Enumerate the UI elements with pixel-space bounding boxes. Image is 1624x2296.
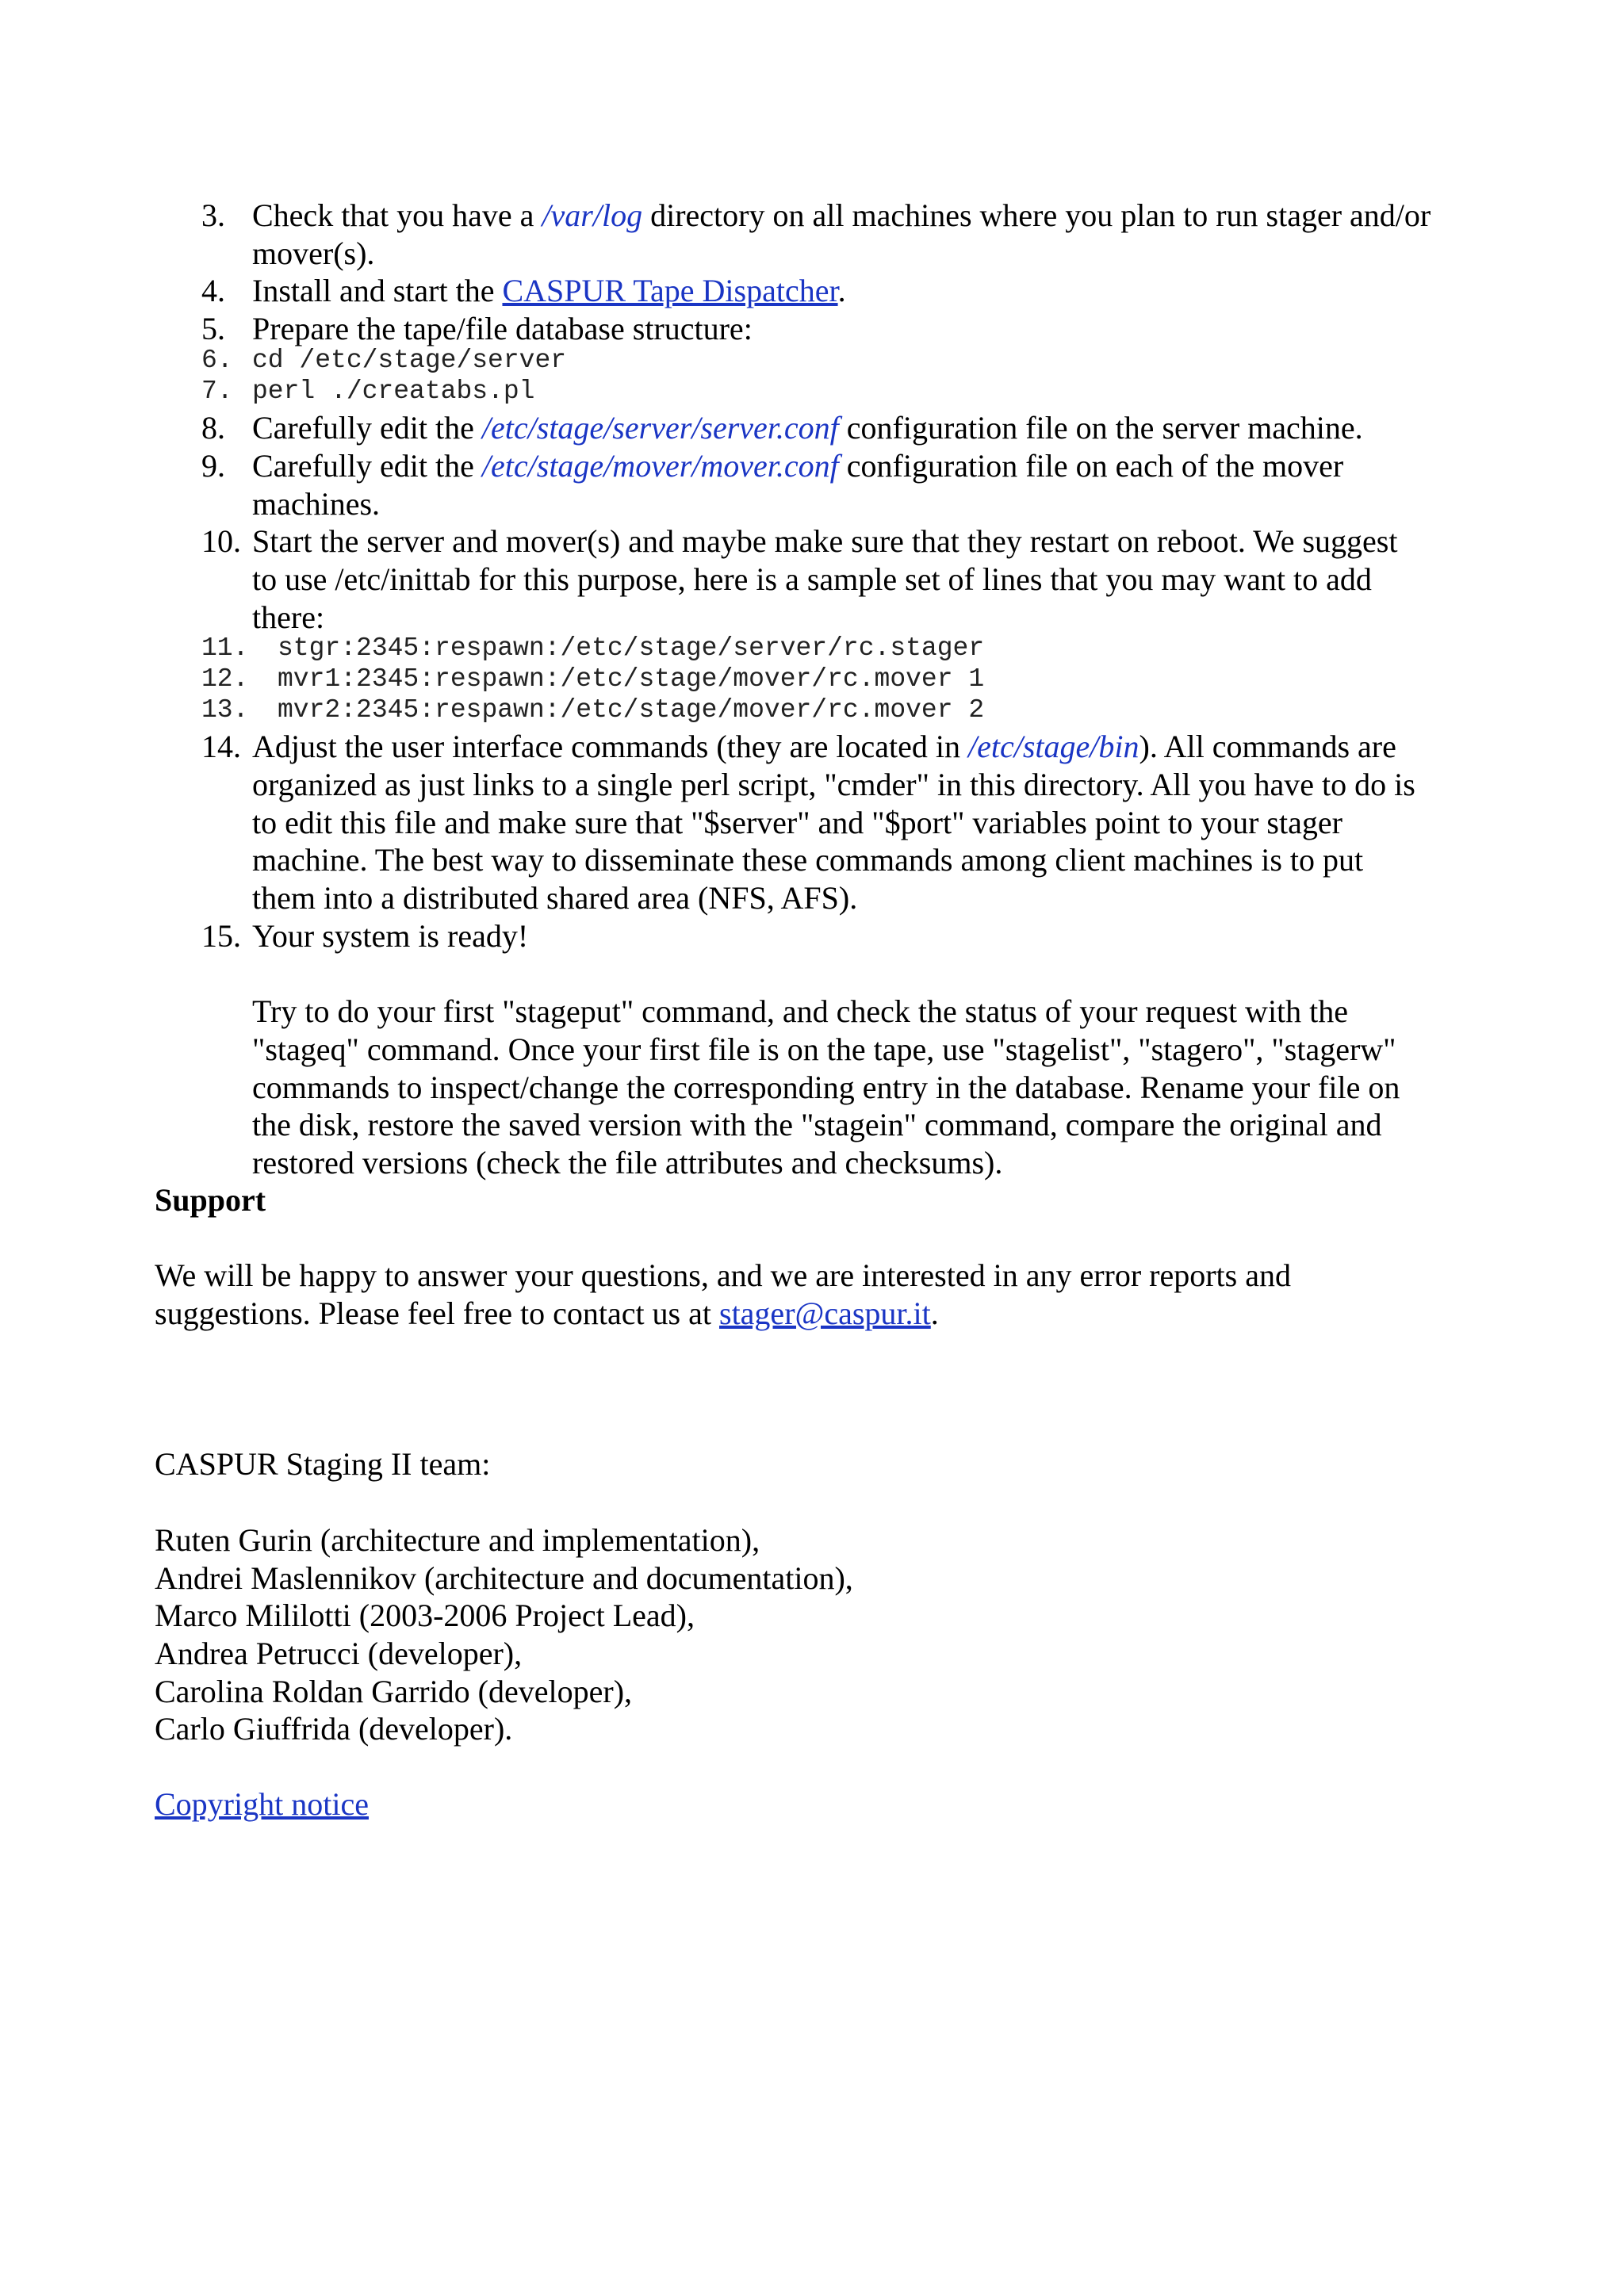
list-item-text: commands to inspect/change the corresponding entry in the database. Rename your file on (252, 1070, 1400, 1105)
text-span: . (930, 1295, 939, 1331)
list-number: 7. (201, 377, 233, 406)
path-var-log: /var/log (542, 197, 643, 233)
list-item-text: mover(s). (252, 235, 375, 271)
list-number: 14. (201, 729, 241, 764)
text-span: . (837, 273, 846, 308)
code-text: mvr1:2345:respawn:/etc/stage/mover/rc.mover 1 (278, 664, 985, 694)
list-item-text: machines. (252, 486, 381, 522)
text-span: directory on all machines where you plan to run stager and/or (642, 197, 1431, 233)
text-span: Carefully edit the (252, 448, 482, 484)
list-item-text: there: (252, 599, 325, 635)
list-item-text: Try to do your first "stageput" command, and check the status of your request with the (252, 993, 1349, 1029)
team-member: Marco Mililotti (2003-2006 Project Lead), (155, 1598, 695, 1633)
list-item-text: organized as just links to a single perl script, "cmder" in this directory. All you have to do is (252, 767, 1415, 802)
support-paragraph-line: We will be happy to answer your questions, and we are interested in any error reports and (155, 1257, 1291, 1293)
text-span: Carefully edit the (252, 410, 482, 446)
list-number: 12. (201, 664, 249, 694)
list-number: 13. (201, 695, 249, 725)
code-text: mvr2:2345:respawn:/etc/stage/mover/rc.mover 2 (278, 695, 985, 725)
path-stage-bin: /etc/stage/bin (968, 729, 1139, 764)
code-text: cd /etc/stage/server (252, 346, 567, 375)
list-item-text (252, 272, 846, 310)
support-paragraph-line (155, 1295, 939, 1333)
list-item-text: restored versions (check the file attributes and checksums). (252, 1145, 1003, 1181)
copyright-notice-link[interactable]: Copyright notice (155, 1786, 369, 1822)
text-span: configuration file on each of the mover (838, 448, 1344, 484)
support-email-link[interactable]: stager@caspur.it (719, 1295, 931, 1331)
path-mover-conf: /etc/stage/mover/mover.conf (481, 448, 839, 484)
team-member: Ruten Gurin (architecture and implementation), (155, 1522, 760, 1558)
text-span: Check that you have a (252, 197, 542, 233)
list-number: 8. (201, 410, 225, 446)
text-span: ). All commands are (1139, 729, 1396, 764)
team-heading: CASPUR Staging II team: (155, 1446, 491, 1482)
team-member: Andrea Petrucci (developer), (155, 1636, 523, 1671)
list-item-text (252, 197, 1431, 235)
list-item-text (252, 409, 1363, 447)
list-item-text: Start the server and mover(s) and maybe make sure that they restart on reboot. We suggest (252, 523, 1398, 559)
list-number: 5. (201, 311, 225, 346)
team-member: Andrei Maslennikov (architecture and documentation), (155, 1560, 853, 1596)
list-number: 4. (201, 273, 225, 308)
path-server-conf: /etc/stage/server/server.conf (481, 410, 839, 446)
text-span: suggestions. Please feel free to contact us at (155, 1295, 719, 1331)
support-heading: Support (155, 1182, 266, 1218)
list-item-text: the disk, restore the saved version with the "stagein" command, compare the original and (252, 1107, 1382, 1142)
list-number: 10. (201, 523, 241, 559)
list-number: 3. (201, 197, 225, 233)
list-item-text: machine. The best way to disseminate these commands among client machines is to put (252, 842, 1364, 878)
list-item-text: them into a distributed shared area (NFS, AFS). (252, 880, 858, 916)
text-span: Install and start the (252, 273, 503, 308)
list-item-text (252, 728, 1396, 766)
list-item-text: "stageq" command. Once your first file is on the tape, use "stagelist", "stagero", "stagerw" (252, 1031, 1396, 1067)
list-number: 11. (201, 633, 249, 663)
team-member: Carlo Giuffrida (developer). (155, 1711, 513, 1747)
code-text: perl ./creatabs.pl (252, 377, 535, 406)
code-text: stgr:2345:respawn:/etc/stage/server/rc.stager (278, 633, 985, 663)
list-item-text (252, 447, 1343, 485)
text-span: Adjust the user interface commands (they are located in (252, 729, 968, 764)
text-span: configuration file on the server machine. (838, 410, 1363, 446)
list-number: 9. (201, 448, 225, 484)
team-member: Carolina Roldan Garrido (developer), (155, 1674, 633, 1709)
list-number: 6. (201, 346, 233, 375)
copyright-line (155, 1785, 369, 1823)
list-item-text: to edit this file and make sure that "$server" and "$port" variables point to your stager (252, 805, 1342, 840)
list-item-text: Your system is ready! (252, 918, 529, 954)
caspur-tape-dispatcher-link[interactable]: CASPUR Tape Dispatcher (502, 273, 838, 308)
list-item-text: to use /etc/inittab for this purpose, here is a sample set of lines that you may want to add (252, 561, 1372, 597)
list-number: 15. (201, 918, 241, 954)
list-item-text: Prepare the tape/file database structure: (252, 311, 753, 346)
